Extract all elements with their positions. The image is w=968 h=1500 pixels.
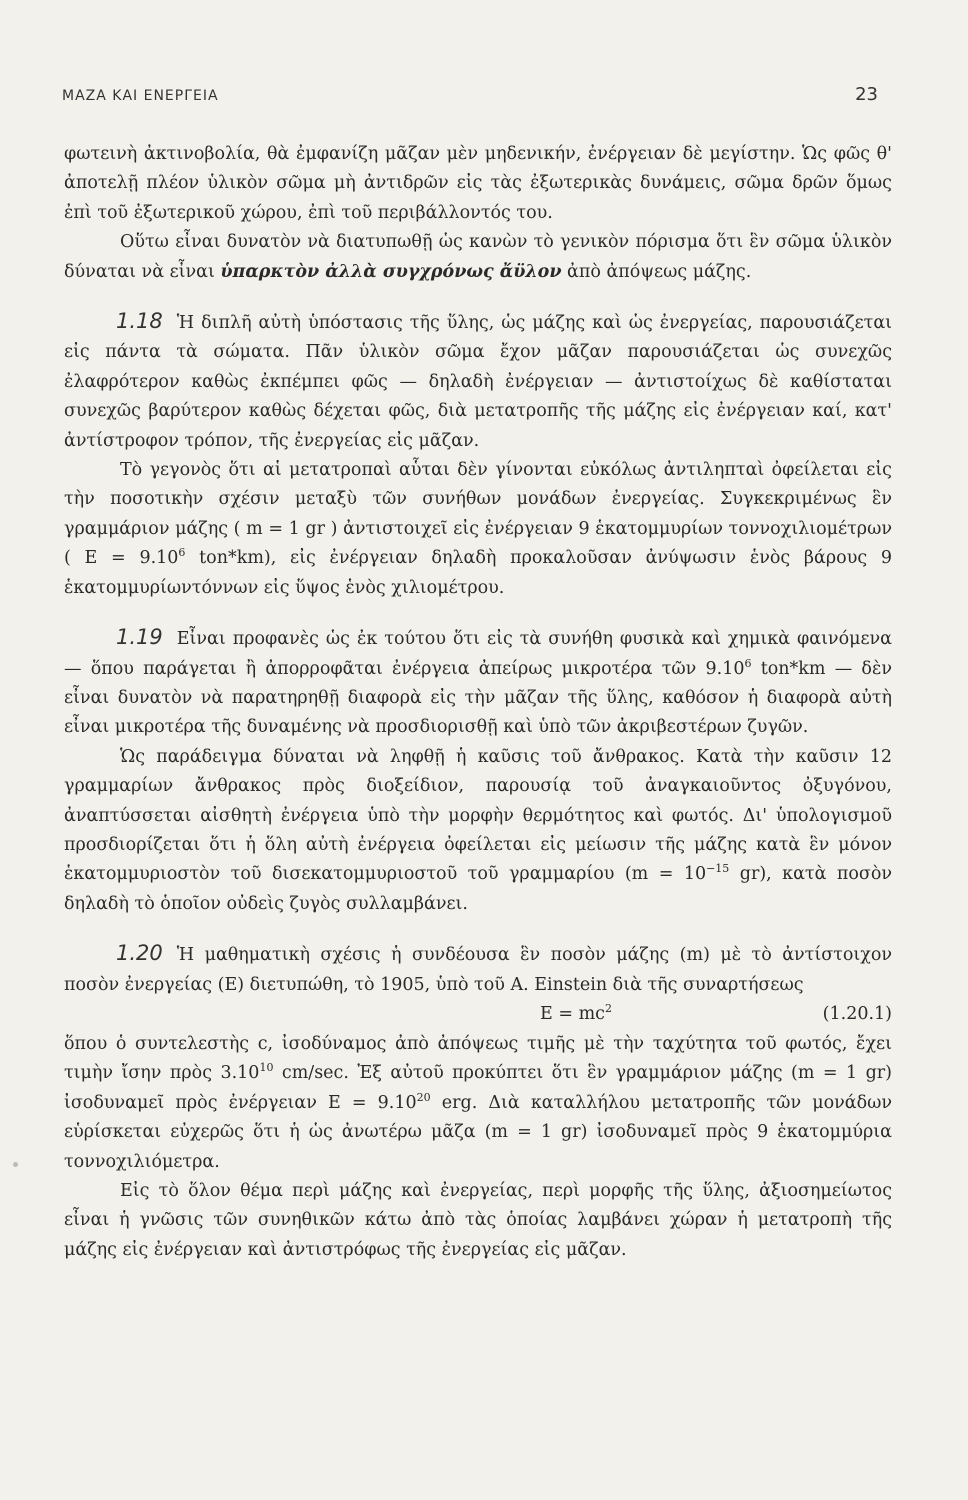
equation-exponent: 2 — [604, 1002, 612, 1016]
paragraph-9-text: Εἰς τὸ ὅλον θέμα περὶ μάζης καὶ ἐνεργείας, περὶ μορφῆς τῆς ὕλης, ἀξιοσημείωτος εἶναι ἡ γνῶσις τῶν συνηθικῶν κάτω ἀπὸ τὰς ὁποίας λαμβάνει χώραν ἡ μετατροπὴ τῆς μάζης εἰς ἐνέργειαν καὶ ἀντιστρόφως τῆς ἐνεργείας εἰς μᾶζαν. — [64, 1181, 892, 1260]
superscript: 6 — [744, 656, 752, 670]
section-text: Εἶναι προφανὲς ὡς ἐκ τούτου ὅτι εἰς τὰ συνήθη φυσικὰ καὶ χημικὰ φαινόμενα — ὅπου παράγεται ἢ ἀπορροφᾶται ἐνέργεια ἀπείρως μικροτέρα τῶν 9.10 — [64, 629, 892, 679]
superscript: 10 — [259, 1061, 274, 1075]
margin-dot — [13, 1162, 18, 1167]
paragraph-1-text: φωτεινὴ ἀκτινοβολία, θὰ ἐμφανίζη μᾶζαν μὲν μηδενικήν, ἐνέργειαν δὲ μεγίστην. Ὡς φῶς θ' ἀποτελῇ πλέον ὑλικὸν σῶμα μὴ ἀντιδρῶν εἰς τὰς ἐξωτερικὰς δυνάμεις, σῶμα δρῶν ὅμως ἐπὶ τοῦ ἐξωτερικοῦ χώρου, ἐπὶ τοῦ περιβάλλοντός του. — [64, 144, 892, 223]
superscript: −15 — [706, 862, 730, 876]
page-number: 23 — [855, 84, 878, 105]
section-text-end: ton*km — δὲν εἶναι δυνατὸν νὰ παρατηρηθῇ διαφορὰ εἰς τὴν μᾶζαν τῆς ὕλης, καθόσον ἡ διαφορὰ αὐτὴ εἶναι μικροτέρα τῆς δυναμένης νὰ προσδιορισθῇ καὶ ὑπὸ τῶν ἀκριβεστέρων ζυγῶν. — [64, 658, 892, 738]
emphasis-text: ὑπαρκτὸν ἀλλὰ συγχρόνως ἄϋλον — [220, 261, 562, 282]
equation — [540, 1000, 612, 1029]
superscript: 20 — [416, 1090, 431, 1104]
paragraph-4-text: Τὸ γεγονὸς ὅτι αἱ μετατροπαὶ αὗται δὲν γίνονται εὐκόλως ἀντιληπταὶ ὀφείλεται εἰς τὴν ποσοτικὴν σχέσιν μεταξὺ τῶν συνήθων μονάδων ἐνεργείας. Συγκεκριμένως ἓν γραμμάριον μάζης ( m = 1 gr ) ἀντιστοιχεῖ εἰς ἐνέργειαν 9 ἑκατομμυρίων τοννοχιλιομέτρων ( E = 9.10 — [64, 460, 892, 569]
section-1-20 — [64, 939, 892, 1000]
paragraph-1 — [64, 140, 892, 228]
section-number: 1.20 — [116, 941, 163, 966]
paragraph-6-end: gr), κατὰ ποσὸν δηλαδὴ τὸ ὁποῖον οὐδεὶς ζυγὸς συλλαμβάνει. — [64, 864, 893, 914]
paragraph-8 — [64, 1030, 892, 1177]
paragraph-4 — [64, 456, 892, 603]
paragraph-8-text-b: cm/sec. Ἐξ αὐτοῦ προκύπτει ὅτι ἓν γραμμάριον μάζης (m = 1 gr) ἰσοδυναμεῖ πρὸς ἐνέργειαν E = 9.10 — [64, 1063, 893, 1113]
equation-line — [64, 1000, 892, 1030]
running-head: ΜΑΖΑ ΚΑΙ ΕΝΕΡΓΕΙΑ — [62, 88, 219, 104]
section-number: 1.18 — [116, 309, 163, 334]
paragraph-2 — [64, 228, 892, 287]
section-1-19 — [64, 623, 892, 743]
section-1-18 — [64, 307, 892, 456]
paragraph-9 — [64, 1177, 892, 1265]
paragraph-2-end: ἀπὸ ἀπόψεως μάζης. — [561, 261, 752, 282]
paragraph-8-text-c: erg. Διὰ καταλλήλου μετατροπῆς τῶν μονάδων εὑρίσκεται εὐχερῶς ὅτι ἡ ὡς ἀνωτέρω μᾶζα (m = 1 gr) ἰσοδυναμεῖ πρὸς 9 ἑκατομμύρια τοννοχιλιόμετρα. — [64, 1092, 893, 1172]
superscript: 6 — [178, 546, 186, 560]
paragraph-4-end: ton*km), εἰς ἐνέργειαν δηλαδὴ προκαλοῦσαν ἀνύψωσιν ἑνὸς βάρους 9 ἑκατομμυρίωντόννων εἰς ὕψος ἑνὸς χιλιομέτρου. — [64, 548, 892, 598]
paragraph-6 — [64, 743, 892, 919]
paragraph-6-text: Ὡς παράδειγμα δύναται νὰ ληφθῇ ἡ καῦσις τοῦ ἄνθρακος. Κατὰ τὴν καῦσιν 12 γραμμαρίων ἄνθρακος πρὸς διοξείδιον, παρουσίᾳ τοῦ ἀναγκαιοῦντος ὀξυγόνου, ἀναπτύσσεται αἰσθητὴ ἐνέργεια ὑπὸ τὴν μορφὴν θερμότητος καὶ φωτός. Δι' ὑπολογισμοῦ προσδιορίζεται ὅτι ἡ ὅλη αὐτὴ ἐνέργεια ὀφείλεται εἰς μείωσιν τῆς μάζης κατὰ ἓν μόνον ἑκατομμυριοστὸν τοῦ δισεκατομμυριοστοῦ τοῦ γραμμαρίου (m = 10 — [64, 746, 892, 885]
equation-number: (1.20.1) — [822, 1003, 892, 1024]
section-number: 1.19 — [116, 625, 163, 650]
section-text: Ἡ μαθηματικὴ σχέσις ἡ συνδέουσα ἓν ποσὸν μάζης (m) μὲ τὸ ἀντίστοιχον ποσὸν ἐνεργείας (E) διετυπώθη, τὸ 1905, ὑπὸ τοῦ A. Einstein διὰ τῆς συναρτήσεως — [64, 945, 892, 995]
equation-body: E = mc — [540, 1003, 605, 1024]
section-text: Ἡ διπλῆ αὐτὴ ὑπόστασις τῆς ὕλης, ὡς μάζης καὶ ὡς ἐνεργείας, παρουσιάζεται εἰς πάντα τὰ σώματα. Πᾶν ὑλικὸν σῶμα ἔχον μᾶζαν παρουσιάζεται ὡς συνεχῶς ἐλαφρότερον καθὼς ἐκπέμπει φῶς — δηλαδὴ ἐνέργειαν — ἀντιστοίχως δὲ καθίσταται συνεχῶς βαρύτερον καθὼς δέχεται φῶς, διὰ μετατροπῆς τῆς μάζης εἰς ἐνέργειαν καί, κατ' ἀντίστροφον τρόπον, τῆς ἐνεργείας εἰς μᾶζαν. — [64, 313, 892, 451]
paragraph-8-text-a: ὅπου ὁ συντελεστὴς c, ἰσοδύναμος ἀπὸ ἀπόψεως τιμῆς μὲ τὴν ταχύτητα τοῦ φωτός, ἔχει τιμὴν ἴσην πρὸς 3.10 — [64, 1033, 892, 1084]
paragraph-2-text: Οὕτω εἶναι δυνατὸν νὰ διατυπωθῇ ὡς κανὼν τὸ γενικὸν πόρισμα ὅτι ἓν σῶμα ὑλικὸν δύναται νὰ εἶναι — [64, 232, 892, 282]
page-body — [64, 140, 892, 1265]
